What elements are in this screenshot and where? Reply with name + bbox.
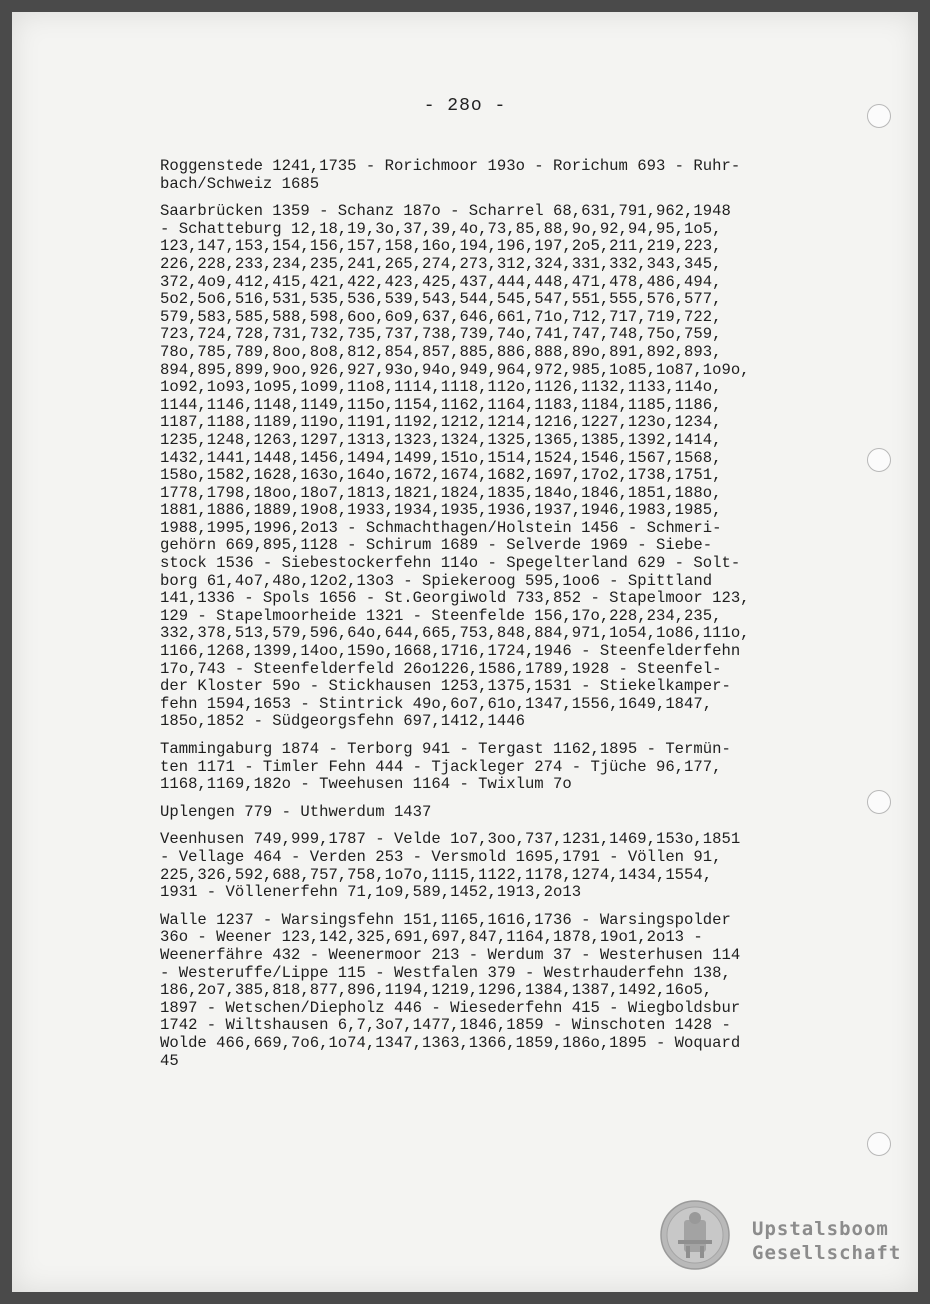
logo-line-2: Gesellschaft — [752, 1242, 902, 1264]
society-logo-text — [752, 1217, 901, 1265]
index-entry-s: Saarbrücken 1359 - Schanz 187o - Scharrel 68,631,791,962,1948 - Schatteburg 12,18,19,3o,37,39,4o,73,85,88,9o,92,94,95,1o5, 123,147,153,154,156,157,158,16o,194,196,197,2o5,211,219,223, 226,228,233,234,235,241,265,274,273,312,324,331,332,343,345, 372,4o9,412,415,421,422,423,425,437,444,448,471,478,486,494, 5o2,5o6,516,531,535,536,539,543,544,545,547,551,555,576,577, 579,583,585,588,598,6oo,6o9,637,646,661,71o,712,717,719,722, 723,724,728,731,732,735,737,738,739,74o,741,747,748,75o,759, 78o,785,789,8oo,8o8,812,854,857,885,886,888,89o,891,892,893, 894,895,899,9oo,926,927,93o,94o,949,964,972,985,1o85,1o87,1o9o, 1o92,1o93,1o95,1o99,11o8,1114,1118,112o,1126,1132,1133,114o, 1144,1146,1148,1149,115o,1154,1162,1164,1183,1184,1185,1186, 1187,1188,1189,119o,1191,1192,1212,1214,1216,1227,123o,1234, 1235,1248,1263,1297,1313,1323,1324,1325,1365,1385,1392,1414, 1432,1441,1448,1456,1494,1499,151o,1514,1524,1546,1567,1568, 158o,1582,1628,163o,164o,1672,1674,1682,1697,17o2,1738,1751, 1778,1798,18oo,18o7,1813,1821,1824,1835,184o,1846,1851,188o, 1881,1886,1889,19o8,1933,1934,1935,1936,1937,1946,1983,1985, 1988,1995,1996,2o13 - Schmachthagen/Holstein 1456 - Schmeri- gehörn 669,895,1128 - Schirum 1689 - Selverde 1969 - Siebe- stock 1536 - Siebestockerfehn 114o - Spegelterland 629 - Solt- borg 61,4o7,48o,12o2,13o3 - Spiekeroog 595,1oo6 - Spittland 141,1336 - Spols 1656 - St.Georgiwold 733,852 - Stapelmoor 123, 129 - Stapelmoorheide 1321 - Steenfelde 156,17o,228,234,235, 332,378,513,579,596,64o,644,665,753,848,884,971,1o54,1o86,111o, 1166,1268,1399,14oo,159o,1668,1716,1724,1946 - Steenfelderfehn 17o,743 - Steenfelderfeld 26o1226,1586,1789,1928 - Steenfel- der Kloster 59o - Stickhausen 1253,1375,1531 - Stiekelkamper- fehn 1594,1653 - Stintrick 49o,6o7,61o,1347,1556,1649,1847, 185o,1852 - Südgeorgsfehn 697,1412,1446 — [160, 202, 750, 731]
page-number: - 28o - — [423, 96, 507, 116]
index-entry-u: Uplengen 779 - Uthwerdum 1437 — [160, 802, 432, 821]
punch-hole-3 — [867, 790, 891, 814]
index-entry-r: Roggenstede 1241,1735 - Rorichmoor 193o - Rorichum 693 - Ruhr- bach/Schweiz 1685 — [160, 157, 741, 193]
society-seal-icon — [660, 1200, 730, 1270]
index-entry-v: Veenhusen 749,999,1787 - Velde 1o7,3oo,737,1231,1469,153o,1851 - Vellage 464 - Verden 253 - Versmold 1695,1791 - Völlen 91, 225,326,592,688,757,758,1o7o,1115,1122,1178,1274,1434,1554, 1931 - Völlenerfehn 71,1o9,589,1452,1913,2o13 — [160, 830, 741, 902]
punch-hole-4 — [867, 1132, 891, 1156]
index-entry-w: Walle 1237 - Warsingsfehn 151,1165,1616,1736 - Warsingspolder 36o - Weener 123,142,325,691,697,847,1164,1878,19o1,2o13 - Weenerfähre 432 - Weenermoor 213 - Werdum 37 - Westerhusen 114 - Westeruffe/Lippe 115 - Westfalen 379 - Westrhauderfehn 138, 186,2o7,385,818,877,896,1194,1219,1296,1384,1387,1492,16o5, 1897 - Wetschen/Diepholz 446 - Wiesederfehn 415 - Wiegboldsbur 1742 - Wiltshausen 6,7,3o7,1477,1846,1859 - Winschoten 1428 - Wolde 466,669,7o6,1o74,1347,1363,1366,1859,186o,1895 - Woquard 45 — [160, 910, 741, 1070]
index-body — [160, 158, 870, 1080]
punch-hole-1 — [867, 104, 891, 128]
punch-hole-2 — [867, 448, 891, 472]
index-entry-t: Tammingaburg 1874 - Terborg 941 - Tergast 1162,1895 - Termün- ten 1171 - Timler Fehn 444 - Tjackleger 274 - Tjüche 96,177, 1168,1169,182o - Tweehusen 1164 - Twixlum 7o — [160, 740, 731, 794]
document-page — [12, 12, 918, 1292]
logo-line-1: Upstalsboom — [752, 1218, 889, 1240]
